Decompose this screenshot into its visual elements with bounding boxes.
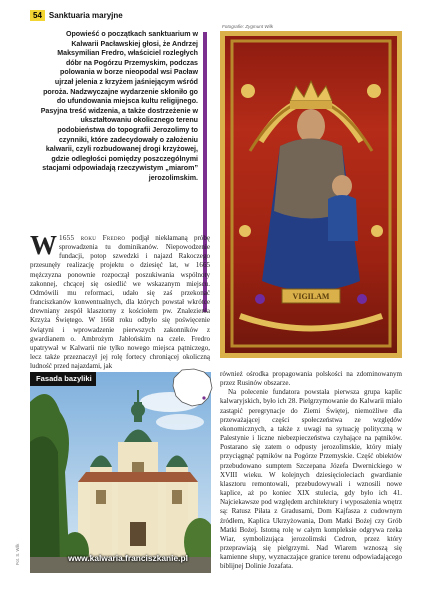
icon-photo — [220, 31, 402, 358]
body-left-paragraph — [30, 230, 210, 371]
poland-map-icon — [168, 364, 216, 412]
page-header — [30, 10, 123, 21]
website-link[interactable]: www.kalwaria.franciszkanie.pl — [68, 553, 188, 563]
madonna-icon-image — [220, 31, 402, 358]
body-left-column — [30, 230, 210, 371]
page-number: 54 — [30, 10, 45, 21]
body-right-column — [220, 370, 402, 571]
photo-credit: Fotografie: Zygmunt Wilk — [222, 24, 274, 29]
intro-text: Opowieść o początkach sanktuarium w Kalwarii Pacławskiej głosi, że Andrzej Maksymilian Fredro, właściciel rozległych dóbr na Pogórzu Przemyskim, podczas polowania w borze nieopodal wsi Pacław ujrzał jelenia z krzyżem jaśniejącym wśród poroża. Nadzwyczajne wydarzenie skłoniło go do ufundowania miejsca kultu religijnego. Pasyjna treść widzenia, a także dostrzeżenie w ukształtowaniu okolicznego terenu podobieństwa do topografii Jerozolimy to czynniki, które zadecydowały o założeniu kalwarii, czyli rozbudowanej drogi krzyżowej, gdzie odległości pomiędzy poszczególnymi stacjami odpowiadają rzeczywistym „miarom” jerozolimskim. — [40, 30, 198, 182]
lead-smallcaps: 1655 roku Fredro — [59, 234, 126, 242]
body-right-paragraph-1: również ośrodka propagowania polskości na zdominowanym przez Rusinów obszarze. — [220, 370, 402, 388]
body-left-text: podjął niekłamaną próbę sprowadzenia tu dominikanów. Niepowodzenie fundacji, potop szwedzki i najazd Rakoczego przesunęły realizację projektu o dziesięć lat, w 1665 mężczyzna ponownie rozpoczął poszukiwania wspólnoty zakonnej, chcącej się osiedlić we wskazanym miejscu. Odmówili mu reformaci, udało się zaś przekonać franciszkanów konwentualnych, dla których powstał wkrótce drewniany zespół klasztorny z kościołem pw. Znalezienia Krzyża Świętego. W 1668 roku odbyło się poświęcenie świątyni i wprowadzenie pierwszych zakonników z gwardianem o. Ambrożym Jabłońskim na czele. Fredro upatrywał w Kalwarii nie tylko nowego miejsca pątniczego, lecz także przeznaczył jej rolę fortecy chroniącej okoliczną ludność przed najazdami, jak — [30, 234, 210, 371]
church-photo-credit: Fot. S. Wilk — [15, 543, 20, 565]
section-title: Sanktuaria maryjne — [48, 11, 123, 20]
plaque-text: VIGILAM — [292, 292, 330, 301]
photo-label: Fasada bazyliki — [30, 372, 96, 386]
drop-cap: W — [30, 230, 57, 260]
body-right-paragraph-2: Na polecenie fundatora powstała pierwsza grupa kaplic kalwaryjskich, było ich 28. Pielgrzymowanie do Kalwarii miało zastąpić peregrynacje do Ziemi Świętej, niemożliwe dla przeważającej części społeczeństwa ze względów ekonomicznych, a także z uwagi na sytuację polityczną w Palestynie i liczne niebezpieczeństwa czyhające na pątników. Postarano się zatem o odpusty jerozolimskie, który miały przyciągnąć pątników na Pogórze Przemyskie. Część obiektów przebudowano sumptem Szczepana Józefa Dwernickiego w XVIII wieku. W kolejnych dziesięcioleciach gwardianie klasztoru remontowali, przebudowywali i wznosili nowe kaplice, aż po koniec XIX stulecia, gdy było ich 41. Najciekawsze pod względem architektury i wyposażenia wnętrz są: Ratusz Piłata z Gradusami, Dom Kajfasza z cudownym źródłem, Kaplica Ukrzyżowania, Dom Matki Bożej czy Grób Matki Bożej. Istotną rolę w całym kompleksie odgrywa rzeka Wiar, symbolizująca jerozolimski Cedron, przez który przeprawiają się pielgrzymi. Nad Wiarem wznoszą się kamienne słupy, wyznaczające granice terenu odpowiadającego biblijnej Dolinie Jozafata. — [220, 388, 402, 571]
